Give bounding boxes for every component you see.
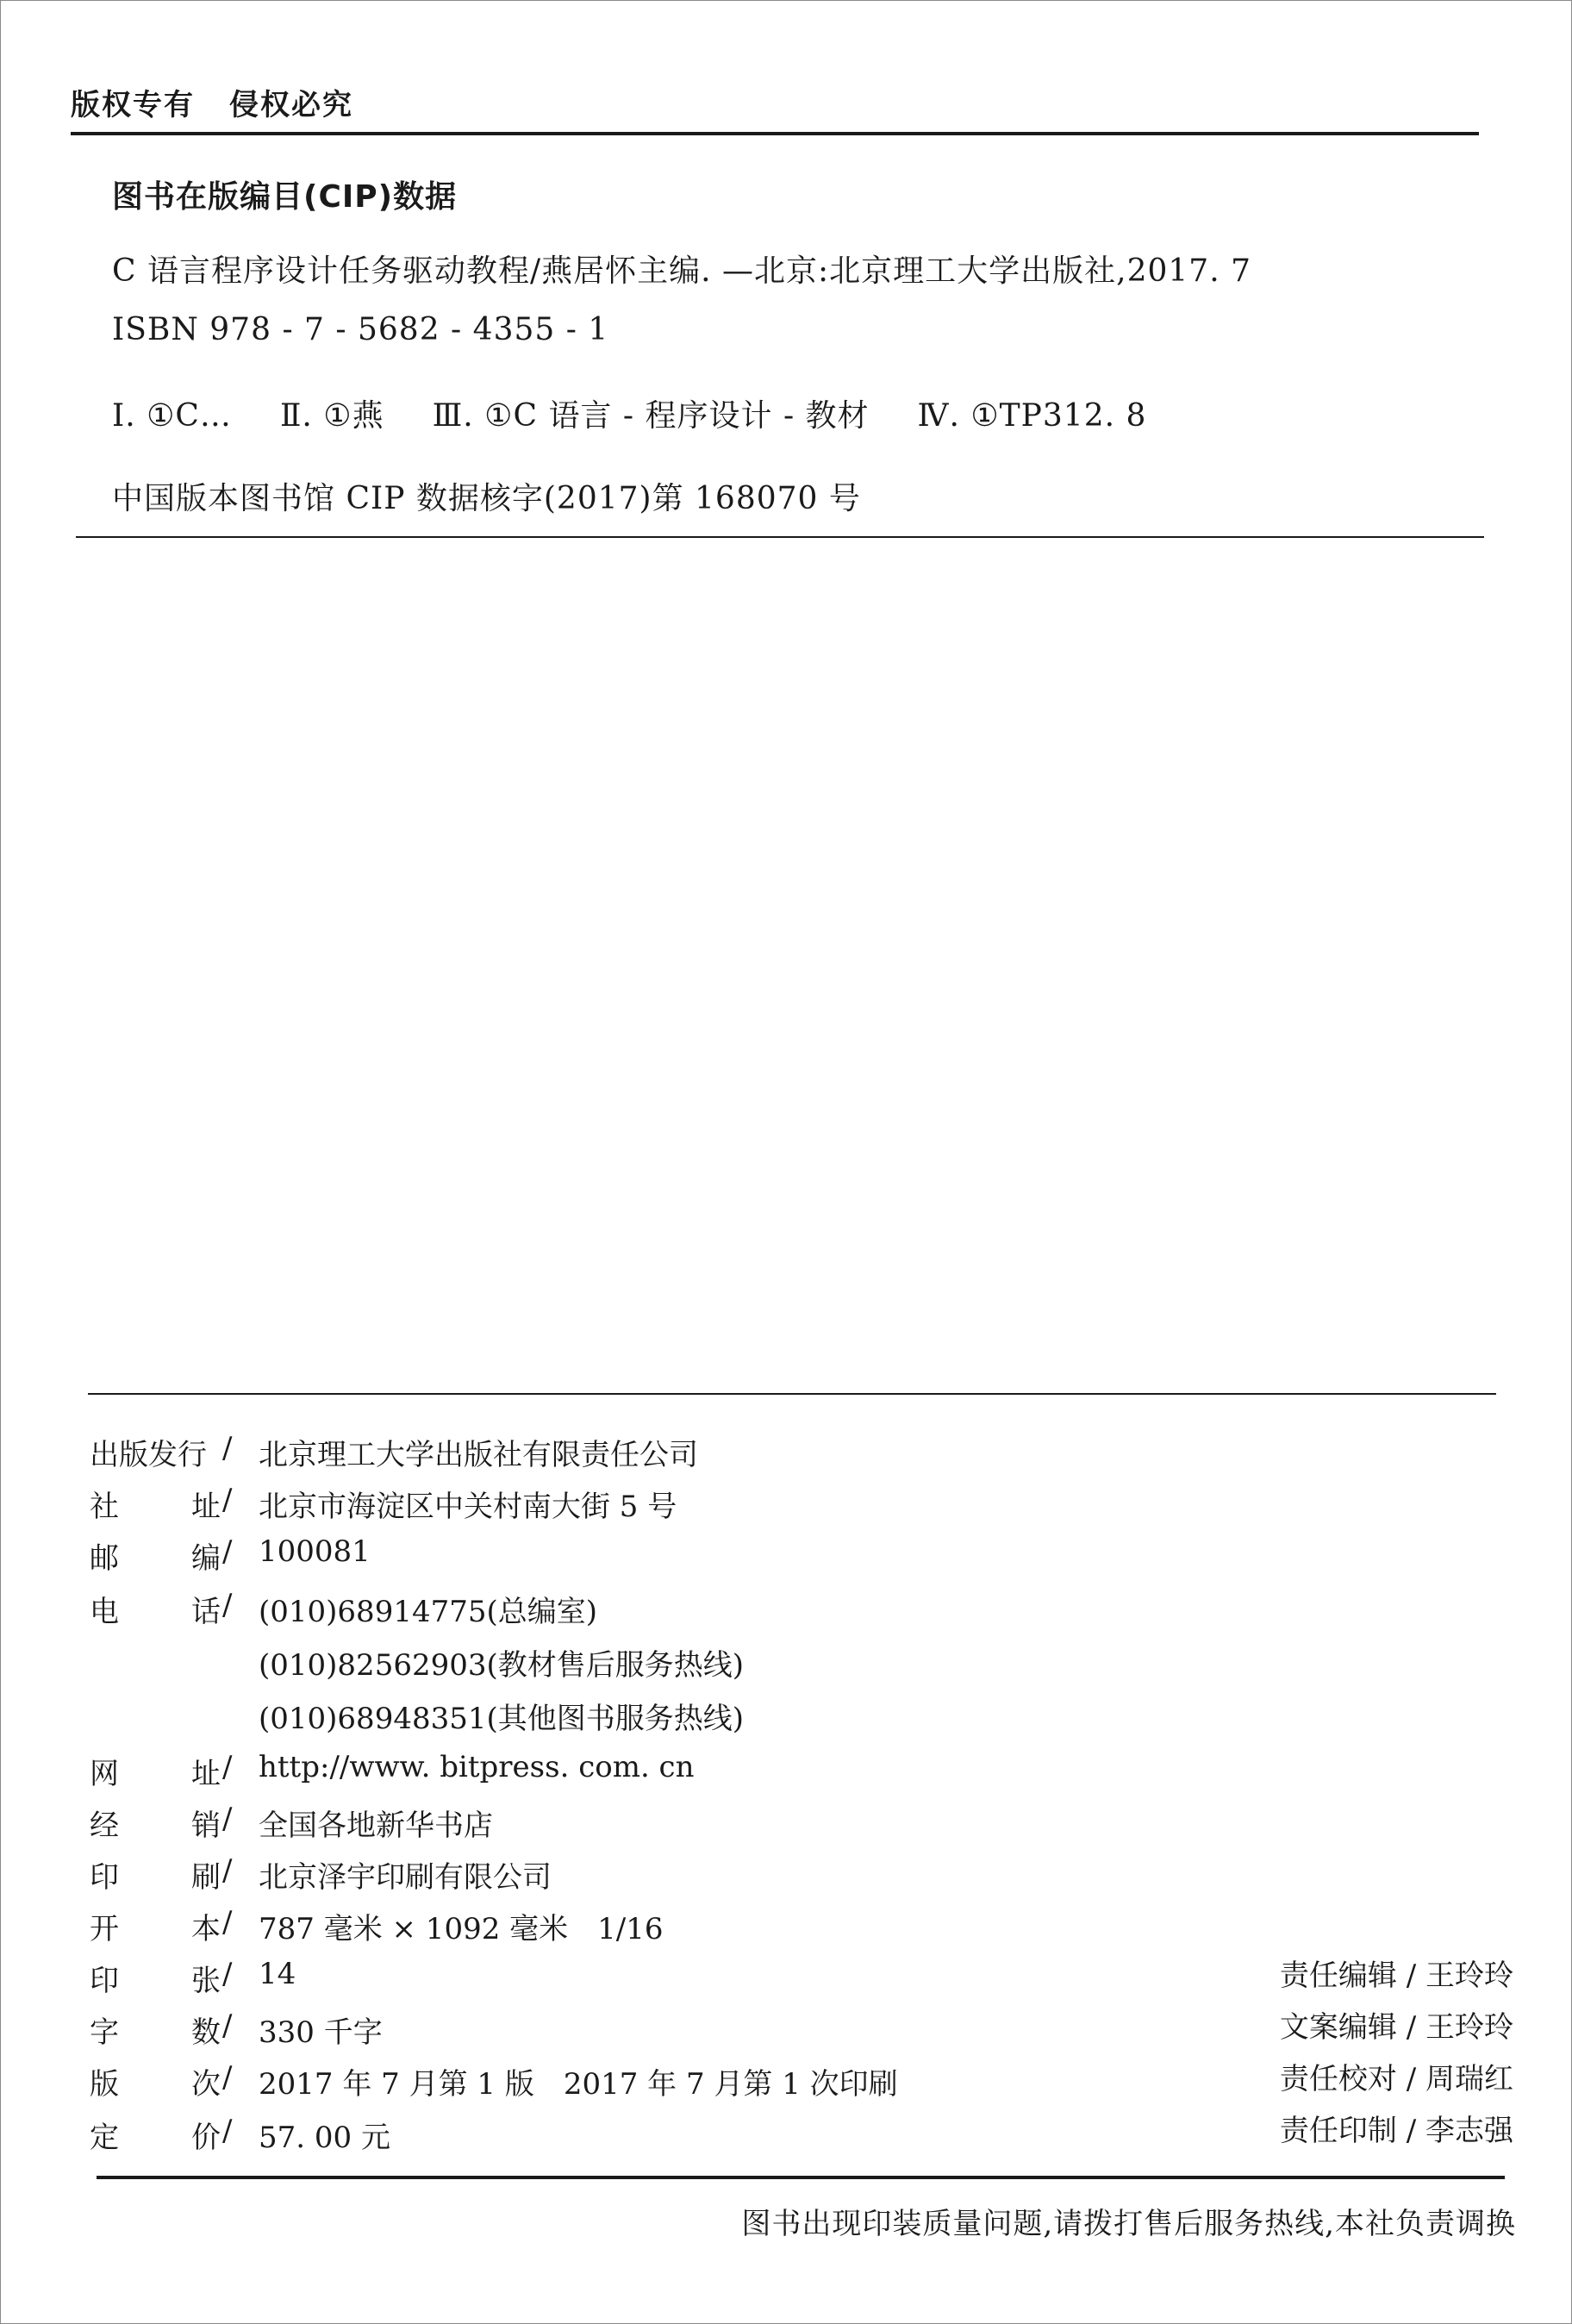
label-char: 址 [191, 1757, 221, 1791]
imprint-value: 330 千字 [259, 2015, 383, 2050]
imprint-value: 全国各地新华书店 [259, 1809, 493, 1843]
label-char: 张 [191, 1964, 221, 1998]
staff-credit [1280, 2055, 1513, 2097]
label-char: 版 [90, 2067, 119, 2102]
label-char: 价 [191, 2121, 221, 2155]
staff-credit [1280, 2107, 1513, 2149]
staff-role: 文案编辑 [1279, 2010, 1397, 2045]
label-char: 次 [191, 2067, 221, 2102]
imprint-value: 北京泽宇印刷有限公司 [259, 1860, 552, 1895]
label-char: 开 [90, 1912, 119, 1946]
label-char: 社 [90, 1490, 119, 1524]
separator: / [222, 1588, 233, 1622]
cip-class-3: Ⅲ. ①C 语言 - 程序设计 - 教材 [432, 398, 870, 434]
top-rule [71, 132, 1479, 135]
footer-note: 图书出现印装质量问题,请拨打售后服务热线,本社负责调换 [741, 2207, 1516, 2241]
staff-name: 李志强 [1425, 2114, 1513, 2148]
copyright-left: 版权专有 [71, 88, 195, 122]
copyright-notice [71, 81, 353, 123]
label-char: 定 [90, 2121, 119, 2155]
staff-name: 王玲玲 [1425, 2010, 1513, 2045]
copyright-right: 侵权必究 [229, 88, 353, 122]
separator: / [222, 2060, 233, 2095]
label-char: 邮 [90, 1541, 119, 1576]
label-char: 销 [191, 1809, 221, 1843]
staff-name: 周瑞红 [1425, 2062, 1513, 2096]
imprint-value: 北京理工大学出版社有限责任公司 [259, 1438, 698, 1472]
imprint-value: 14 [259, 1957, 296, 1991]
label-char: 本 [191, 1912, 221, 1946]
cip-class-2: Ⅱ. ①燕 [279, 398, 384, 434]
staff-credit [1280, 2003, 1513, 2046]
separator: / [222, 1534, 233, 1569]
separator: / [222, 2114, 233, 2148]
staff-credit [1280, 1952, 1513, 1994]
cip-heading: 图书在版编目(CIP)数据 [112, 179, 458, 215]
phone-line-2: (010)82562903(教材售后服务热线) [259, 1648, 745, 1683]
phone-line-1: (010)68914775(总编室) [259, 1595, 598, 1629]
imprint-label: 出版发行 [90, 1438, 207, 1472]
imprint-value: 57. 00 元 [259, 2121, 390, 2155]
separator: / [222, 2009, 233, 2043]
separator: / [222, 1905, 233, 1940]
label-char: 印 [90, 1964, 119, 1998]
label-char: 编 [191, 1541, 221, 1576]
separator: / [1406, 2010, 1417, 2045]
imprint-value: 北京市海淀区中关村南大街 5 号 [259, 1490, 677, 1524]
separator: / [1406, 2114, 1417, 2148]
label-char: 数 [191, 2015, 221, 2050]
separator: / [222, 1750, 233, 1784]
imprint-value: http://www. bitpress. com. cn [259, 1750, 695, 1784]
label-char: 址 [191, 1490, 221, 1524]
separator: / [1406, 2062, 1417, 2096]
separator: / [1406, 1959, 1417, 1993]
cip-bottom-rule [76, 536, 1484, 538]
imprint-value: 2017 年 7 月第 1 版 2017 年 7 月第 1 次印刷 [259, 2067, 898, 2102]
phone-line-3: (010)68948351(其他图书服务热线) [259, 1702, 745, 1736]
separator: / [222, 1483, 233, 1517]
separator: / [222, 1957, 233, 1991]
label-char: 话 [191, 1595, 221, 1629]
separator: / [222, 1802, 233, 1836]
label-char: 经 [90, 1809, 119, 1843]
imprint-value: 787 毫米 × 1092 毫米 1/16 [259, 1912, 664, 1946]
cip-class-4: Ⅳ. ①TP312. 8 [917, 398, 1147, 434]
imprint-top-rule [88, 1393, 1496, 1395]
separator: / [222, 1431, 233, 1465]
label-char: 网 [90, 1757, 119, 1791]
cip-approval-line: 中国版本图书馆 CIP 数据核字(2017)第 168070 号 [112, 481, 861, 516]
cip-class-1: Ⅰ. ①C… [112, 398, 232, 434]
imprint-bottom-rule [97, 2176, 1505, 2179]
staff-role: 责任印制 [1279, 2114, 1397, 2148]
label-char: 刷 [191, 1860, 221, 1895]
staff-name: 王玲玲 [1425, 1959, 1513, 1993]
staff-role: 责任校对 [1279, 2062, 1397, 2096]
cip-title-line: C 语言程序设计任务驱动教程/燕居怀主编. —北京:北京理工大学出版社,2017. 7 [112, 253, 1251, 289]
imprint-value: 100081 [259, 1534, 371, 1569]
cip-classification [112, 391, 1146, 435]
label-char: 字 [90, 2015, 119, 2050]
label-char: 印 [90, 1860, 119, 1895]
label-char: 电 [90, 1595, 119, 1629]
separator: / [222, 1853, 233, 1888]
staff-role: 责任编辑 [1279, 1959, 1397, 1993]
cip-isbn-line: ISBN 978 - 7 - 5682 - 4355 - 1 [112, 312, 609, 347]
